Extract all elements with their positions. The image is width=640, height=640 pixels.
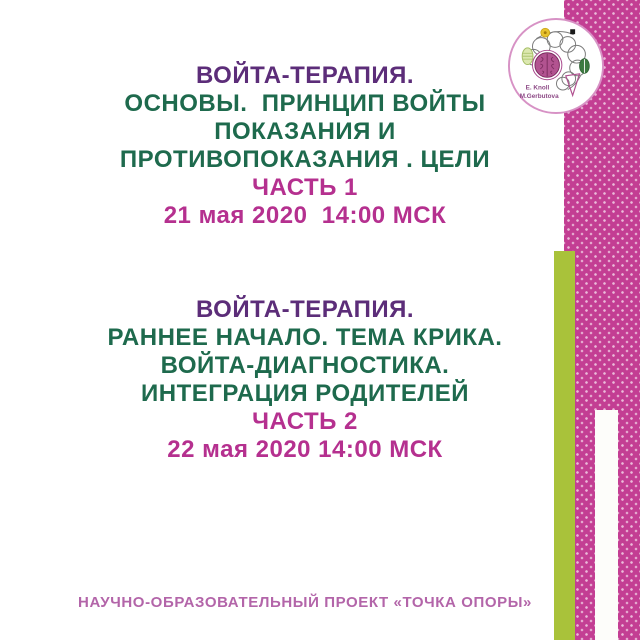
session-2-title-line-2: ВОЙТА-ДИАГНОСТИКА. bbox=[160, 352, 450, 379]
session-1-title-line-3: ПРОТИВОПОКАЗАНИЯ . ЦЕЛИ bbox=[119, 146, 491, 173]
session-2-part-label: ЧАСТЬ 2 bbox=[252, 408, 358, 435]
session-1-title-line-1: ОСНОВЫ. ПРИНЦИП ВОЙТЫ bbox=[124, 90, 486, 117]
session-1-title-line-2: ПОКАЗАНИЯ И bbox=[214, 118, 396, 145]
session-2-block bbox=[0, 296, 610, 464]
project-footer: НАУЧНО-ОБРАЗОВАТЕЛЬНЫЙ ПРОЕКТ «ТОЧКА ОПОРЫ» bbox=[78, 594, 532, 611]
logo-name-1: E. Knoll bbox=[525, 84, 550, 92]
flower-icon bbox=[541, 28, 550, 37]
session-1-part-label: ЧАСТЬ 1 bbox=[252, 174, 358, 201]
session-2-heading: ВОЙТА-ТЕРАПИЯ. bbox=[195, 296, 415, 323]
session-2-datetime: 22 мая 2020 14:00 МСК bbox=[167, 436, 443, 463]
session-1-block bbox=[0, 62, 610, 230]
black-square bbox=[570, 29, 575, 34]
session-2-title-line-3: ИНТЕГРАЦИЯ РОДИТЕЛЕЙ bbox=[141, 380, 469, 407]
logo-name-2: M.Gerbutova bbox=[519, 92, 559, 100]
session-2-title-line-1: РАННЕЕ НАЧАЛО. ТЕМА КРИКА. bbox=[107, 324, 503, 351]
session-1-datetime: 21 мая 2020 14:00 МСК bbox=[163, 202, 447, 229]
session-1-heading: ВОЙТА-ТЕРАПИЯ. bbox=[195, 62, 415, 89]
